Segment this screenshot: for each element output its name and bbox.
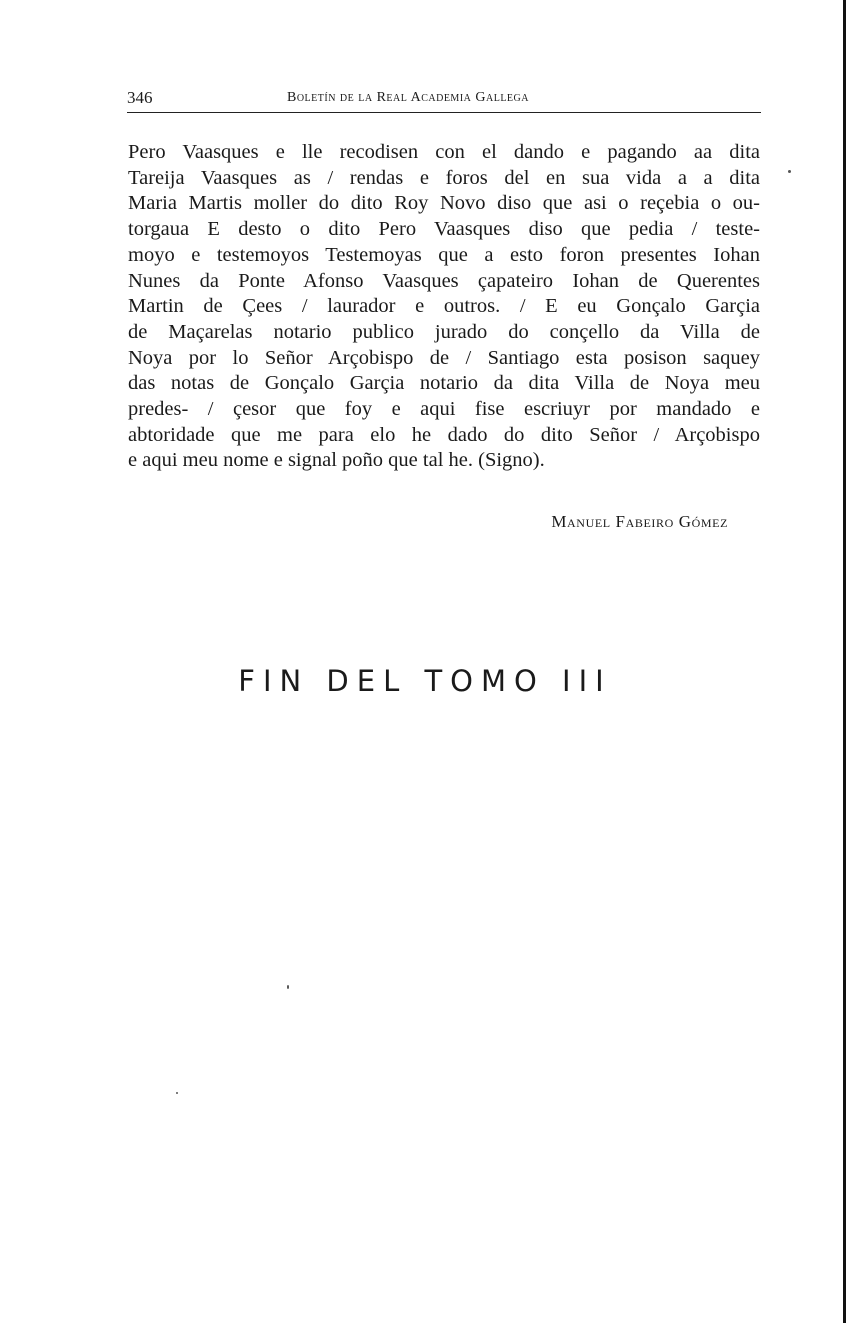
page-number: 346 [127,88,153,107]
end-of-volume-heading: FIN DEL TOMO III [238,664,612,698]
author-signature: Manuel Fabeiro Gómez [551,512,728,531]
body-line: moyo e testemoyos Testemoyas que a esto foron presentes Iohan [128,243,760,266]
body-line: das notas de Gonçalo Garçia notario da dita Villa de Noya meu [128,372,760,395]
body-line: Tareija Vaasques as / rendas e foros del en sua vida a a dita [128,166,760,189]
scan-speck [788,170,791,173]
page-edge [843,0,846,1323]
body-line: de Maçarelas notario publico jurado do conçello da Villa de [128,320,760,343]
scan-speck [176,1092,178,1094]
body-line: abtoridade que me para elo he dado do dito Señor / Arçobispo [128,423,760,446]
body-line: Maria Martis moller do dito Roy Novo diso que asi o reçebia o ou- [128,192,760,215]
body-line: Pero Vaasques e lle recodisen con el dando e pagando aa dita [128,141,760,163]
body-line: predes- / çesor que foy e aqui fise escriuyr por mandado e [128,398,760,421]
body-line: e aqui meu nome e signal poño que tal he. (Signo). [128,449,545,472]
journal-title: Boletín de la Real Academia Gallega [287,90,529,105]
body-line: Nunes da Ponte Afonso Vaasques çapateiro Iohan de Querentes [128,269,760,292]
body-line: Noya por lo Señor Arçobispo de / Santiago esta posison saquey [128,346,760,369]
body-line: torgaua E desto o dito Pero Vaasques diso que pedia / teste- [128,218,760,241]
body-line: Martin de Çees / laurador e outros. / E eu Gonçalo Garçia [128,295,760,318]
scan-speck [287,985,289,989]
running-head [127,86,761,113]
document-body [128,140,760,474]
